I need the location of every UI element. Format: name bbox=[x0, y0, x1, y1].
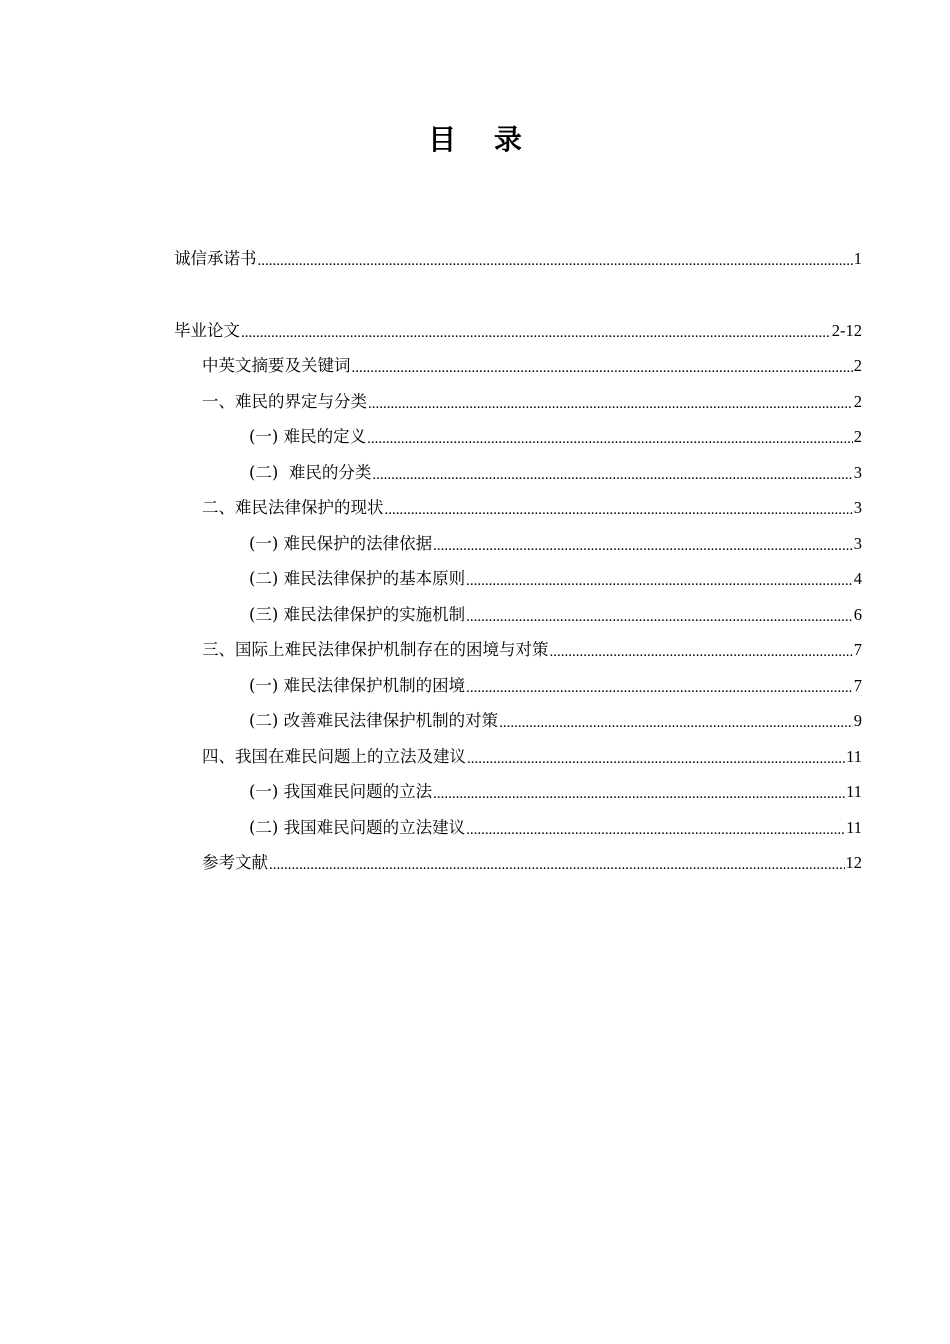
toc-entry-section-2-1[interactable] bbox=[249, 531, 862, 557]
toc-leader-dots bbox=[269, 853, 845, 876]
toc-leader-dots bbox=[433, 534, 853, 557]
toc-leader-dots bbox=[258, 249, 853, 272]
toc-leader-dots bbox=[385, 498, 853, 521]
toc-entry-section-4[interactable] bbox=[202, 744, 862, 770]
toc-entry-page: 11 bbox=[846, 818, 862, 837]
toc-entry-page: 11 bbox=[846, 782, 862, 801]
toc-entry-page: 12 bbox=[845, 853, 862, 872]
toc-entry-text: 毕业论文 bbox=[174, 321, 240, 340]
toc-entry-text: (一) 我国难民问题的立法 bbox=[249, 782, 433, 801]
toc-leader-dots bbox=[466, 569, 853, 592]
toc-entry-thesis[interactable] bbox=[174, 318, 862, 344]
toc-entry-text: 一、难民的界定与分类 bbox=[202, 392, 367, 411]
toc-leader-dots bbox=[433, 782, 845, 805]
toc-entry-page: 4 bbox=[853, 569, 862, 588]
toc-entry-page: 3 bbox=[853, 498, 862, 517]
toc-entry-section-4-1[interactable] bbox=[249, 779, 862, 805]
toc-leader-dots bbox=[550, 640, 853, 663]
toc-entry-section-1-2[interactable] bbox=[249, 460, 862, 486]
toc-entry-page: 3 bbox=[853, 534, 862, 553]
toc-leader-dots bbox=[352, 356, 853, 379]
toc-leader-dots bbox=[466, 676, 853, 699]
toc-entry-section-2[interactable] bbox=[202, 495, 862, 521]
toc-entry-text: (一) 难民保护的法律依据 bbox=[249, 534, 433, 553]
toc-entry-text: 参考文献 bbox=[202, 853, 268, 872]
page-title: 目 录 bbox=[428, 123, 536, 156]
toc-entry-section-1-1[interactable] bbox=[249, 424, 862, 450]
toc-entry-page: 11 bbox=[846, 747, 862, 766]
toc-leader-dots bbox=[466, 605, 853, 628]
toc-entry-abstract[interactable] bbox=[202, 353, 862, 379]
toc-leader-dots bbox=[367, 427, 853, 450]
toc-entry-section-2-3[interactable] bbox=[249, 602, 862, 628]
toc-entry-text: 四、我国在难民问题上的立法及建议 bbox=[202, 747, 466, 766]
toc-entry-text: 中英文摘要及关键词 bbox=[202, 356, 351, 375]
toc-leader-dots bbox=[372, 463, 852, 486]
toc-entry-text: (三) 难民法律保护的实施机制 bbox=[249, 605, 466, 624]
toc-entry-section-1[interactable] bbox=[202, 389, 862, 415]
toc-entry-text: (一) 难民的定义 bbox=[249, 427, 367, 446]
toc-leader-dots bbox=[467, 747, 845, 770]
toc-entry-page: 3 bbox=[853, 463, 862, 482]
toc-entry-section-4-2[interactable] bbox=[249, 815, 862, 841]
toc-entry-text: (二) 改善难民法律保护机制的对策 bbox=[249, 711, 499, 730]
toc-leader-dots bbox=[368, 392, 853, 415]
toc-leader-dots bbox=[499, 711, 853, 734]
toc-entry-text: (二) 难民的分类 bbox=[249, 463, 372, 482]
toc-entry-text: 二、难民法律保护的现状 bbox=[202, 498, 384, 517]
toc-entry-page: 2 bbox=[853, 427, 862, 446]
toc-entry-page: 6 bbox=[853, 605, 862, 624]
toc-entry-section-3-1[interactable] bbox=[249, 673, 862, 699]
toc-entry-section-2-2[interactable] bbox=[249, 566, 862, 592]
toc-entry-integrity-pledge[interactable] bbox=[174, 246, 862, 272]
toc-entry-page: 1 bbox=[853, 249, 862, 268]
toc-entry-page: 7 bbox=[853, 640, 862, 659]
toc-entry-page: 2 bbox=[853, 392, 862, 411]
toc-entry-page: 2-12 bbox=[831, 321, 862, 340]
toc-entry-section-3-2[interactable] bbox=[249, 708, 862, 734]
toc-entry-section-3[interactable] bbox=[202, 637, 862, 663]
toc-entry-text: 三、国际上难民法律保护机制存在的困境与对策 bbox=[202, 640, 549, 659]
toc-entry-text: (二) 难民法律保护的基本原则 bbox=[249, 569, 466, 588]
toc-entry-text: (一) 难民法律保护机制的困境 bbox=[249, 676, 466, 695]
toc-entry-page: 2 bbox=[853, 356, 862, 375]
toc-entry-text: (二) 我国难民问题的立法建议 bbox=[249, 818, 466, 837]
toc-leader-dots bbox=[241, 321, 831, 344]
toc-leader-dots bbox=[466, 818, 845, 841]
toc-entry-text: 诚信承诺书 bbox=[174, 249, 257, 268]
toc-entry-page: 7 bbox=[853, 676, 862, 695]
toc-entry-page: 9 bbox=[853, 711, 862, 730]
toc-entry-references[interactable] bbox=[202, 850, 862, 876]
